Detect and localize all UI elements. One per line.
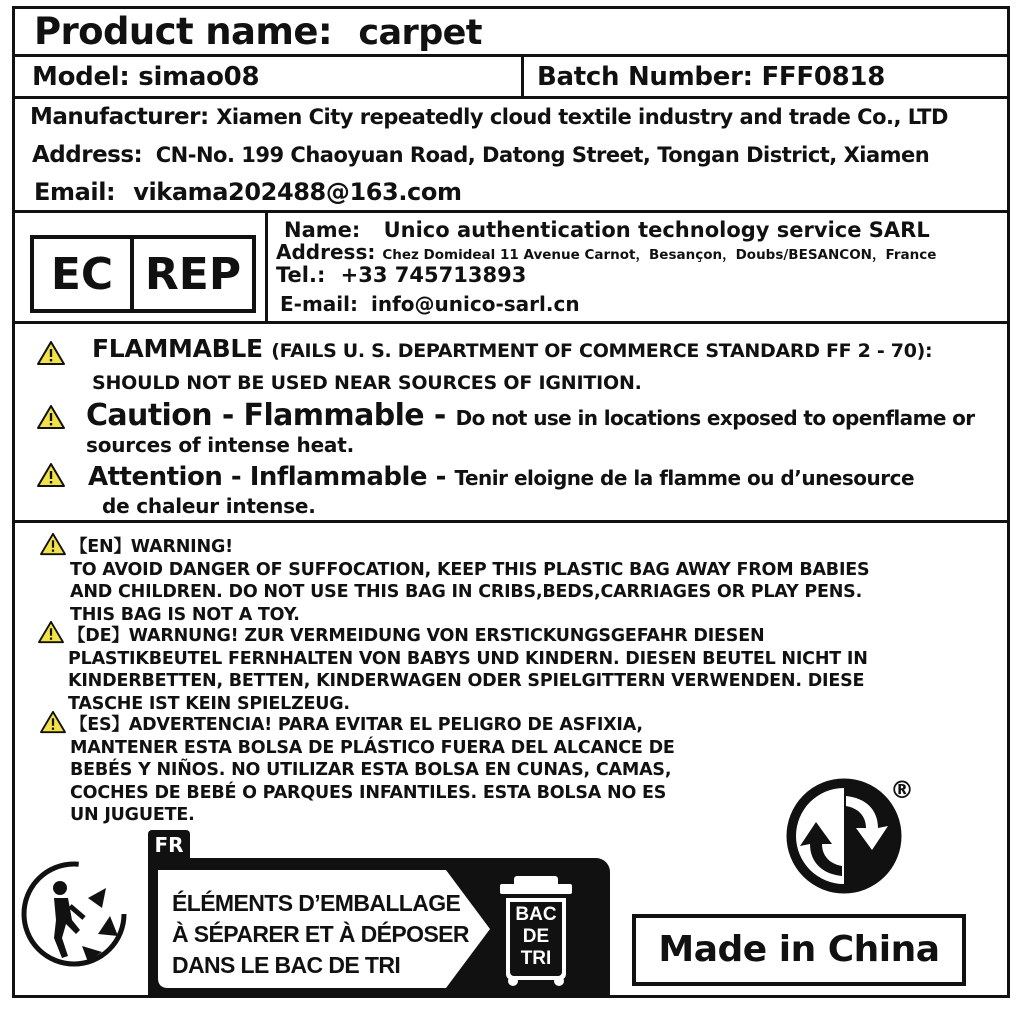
bin-line: DE [522,926,550,947]
divider [521,54,524,98]
warning-line: 【ES】ADVERTENCIA! PARA EVITAR EL PELIGRO DE ASFIXIA, [70,715,643,735]
rep-tel-row [276,263,526,287]
warning-line: MANTENER ESTA BOLSA DE PLÁSTICO FUERA DEL ALCANCE DE [70,737,675,758]
ec-rep-symbol [30,235,256,313]
info-tri-line: ÉLÉMENTS D’EMBALLAGE [172,890,461,916]
batch-value: FFF0818 [761,62,886,92]
warning-triangle-icon [38,710,68,734]
warning-line: THIS BAG IS NOT A TOY. [70,604,300,625]
made-in-china-text: Made in China [658,929,940,970]
warning-es [70,714,675,827]
email-label: Email: [34,178,116,206]
divider [12,520,1010,523]
warning-line: UN JUGUETE. [70,805,195,825]
bin-text [510,904,562,970]
registered-mark: ® [890,776,914,804]
divider [265,210,268,324]
email-row [34,178,462,206]
divider [12,321,1010,324]
warning-line: TASCHE IST KEIN SPIELZEUG. [68,693,350,714]
bin-line: TRI [520,948,552,969]
warning-line: 【DE】WARNUNG! ZUR VERMEIDUNG VON ERSTICKUNGSGEFAHR DIESEN [68,626,765,646]
warning-de [68,625,868,715]
rep-address-label: Address: [276,240,376,264]
batch-label: Batch Number: [537,62,753,92]
model-row [32,62,259,92]
rep-address-value: Chez Domideal 11 Avenue Carnot，Besançon，Doubs/BESANCON，France [382,247,937,263]
info-tri-line: À SÉPARER ET À DÉPOSER [172,921,469,947]
ec-text: EC [50,248,114,300]
warning-triangle-icon [36,340,66,366]
address-label: Address: [32,142,143,168]
batch-row [537,62,885,92]
product-name-label: Product name: [34,10,333,53]
model-label: Model: [32,62,130,92]
rep-tel-value: +33 745713893 [340,263,527,287]
warning-triangle-icon [36,404,66,430]
manufacturer-value: Xiamen City repeatedly cloud textile industry and trade Co., LTD [216,105,948,129]
warning-en [70,536,869,626]
flammable-heading: FLAMMABLE [92,334,263,363]
rep-name-value: Unico authentication technology service SARL [383,218,930,242]
model-value: simao08 [138,62,260,92]
divider [12,96,1010,99]
manufacturer-label: Manufacturer: [30,104,209,130]
product-name-value: carpet [358,13,482,53]
caution-text: Do not use in locations exposed to openflame or [455,406,975,430]
flammable-line-1 [92,334,932,363]
recycling-bin-icon [500,876,572,988]
rep-tel-label: Tel.: [276,263,326,287]
attention-heading: Attention - Inflammable - [88,462,446,492]
attention-line-1 [88,462,914,492]
fr-label: FR [154,833,184,857]
fr-tab [148,830,190,860]
rep-name-label: Name: [284,218,361,242]
warning-line: 【EN】WARNING! [70,537,233,557]
info-tri-panel [148,858,610,998]
rep-email-label: E-mail: [280,292,359,316]
attention-text: Tenir eloigne de la flamme ou d’unesource [454,466,915,490]
divider [12,210,1010,213]
email-value: vikama202488@163.com [133,178,462,206]
triman-icon [18,858,130,970]
address-value: CN-No. 199 Chaoyuan Road, Datong Street, Tongan District, Xiamen [155,143,930,167]
bin-line: BAC [515,904,557,925]
warning-triangle-icon [38,532,68,556]
caution-line-1 [86,398,975,433]
attention-text-2: de chaleur intense. [102,494,316,518]
address-row [32,142,929,168]
caution-heading: Caution - Flammable - [86,398,446,433]
made-in-china-box [632,914,966,986]
flammable-text-2: SHOULD NOT BE USED NEAR SOURCES OF IGNITION. [92,372,642,394]
rep-address-row [276,240,936,264]
rep-name-row [284,218,930,242]
warning-line: PLASTIKBEUTEL FERNHALTEN VON BABYS UND KINDERN. DIESEN BEUTEL NICHT IN [68,648,868,669]
warning-line: BEBÉS Y NIÑOS. NO UTILIZAR ESTA BOLSA EN CUNAS, CAMAS, [70,760,672,780]
rep-text: REP [144,248,242,300]
warning-triangle-icon [36,462,66,488]
info-tri-text [172,888,469,981]
warning-line: TO AVOID DANGER OF SUFFOCATION, KEEP THIS PLASTIC BAG AWAY FROM BABIES [70,559,870,580]
product-name-row [34,10,482,53]
warning-triangle-icon [36,620,66,644]
flammable-text: (FAILS U. S. DEPARTMENT OF COMMERCE STANDARD FF 2 - 70): [271,340,933,362]
divider [12,54,1010,57]
warning-line: AND CHILDREN. DO NOT USE THIS BAG IN CRIBS,BEDS,CARRIAGES OR PLAY PENS. [70,582,863,602]
warning-line: KINDERBETTEN, BETTEN, KINDERWAGEN ODER SPIELGITTERN VERWENDEN. DIESE [68,671,865,691]
manufacturer-row [30,104,948,130]
rep-email-value: info@unico-sarl.cn [370,292,580,316]
info-tri-line: DANS LE BAC DE TRI [172,952,401,978]
warning-line: COCHES DE BEBÉ O PARQUES INFANTILES. ESTA BOLSA NO ES [70,782,667,803]
rep-email-row [280,292,580,316]
caution-text-2: sources of intense heat. [86,433,354,457]
